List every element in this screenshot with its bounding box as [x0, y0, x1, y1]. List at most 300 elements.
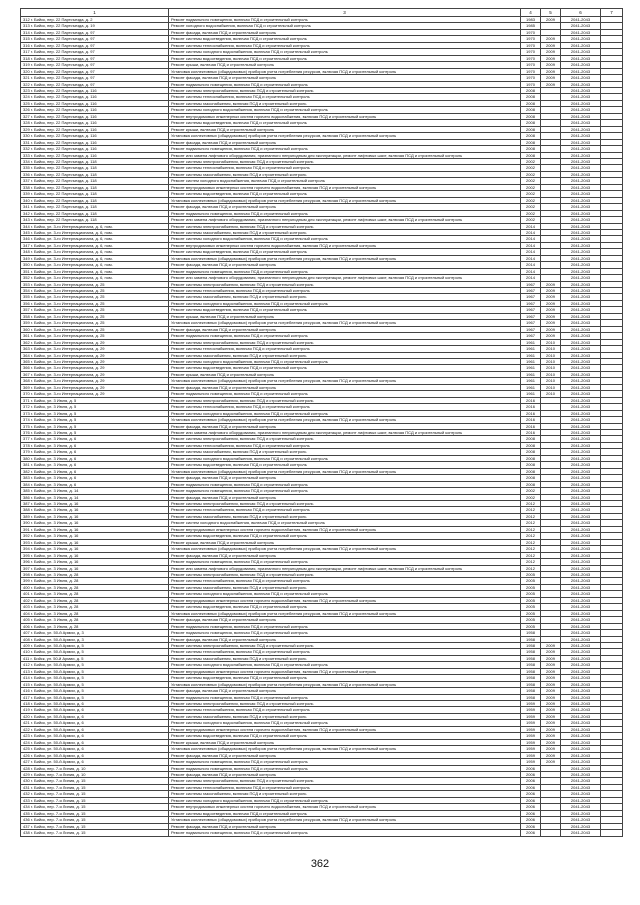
row-year-built: 2006	[521, 810, 541, 816]
row-year-built: 1967	[521, 300, 541, 306]
row-year-built: 1967	[521, 294, 541, 300]
row-work-type: Ремонт системы газоснабжения, включая ПСД и строительный контроль	[169, 655, 521, 661]
row-number: 317	[23, 49, 30, 55]
row-work-type: Установка коллективных (общедомовых) приборов учета потребления ресурсов, включая ПСД и строительный контроль	[169, 546, 521, 552]
row-work-type: Ремонт системы электроснабжения, включая ПСД и строительный контроль	[169, 281, 521, 287]
row-address: г. Бийск, ул. 3-го Интернационала, д. 29	[30, 339, 105, 345]
row-planned-period: 2041-2043	[561, 778, 601, 784]
row-work-type: Ремонт фасада, включая ПСД и строительный контроль	[169, 772, 521, 778]
row-extra	[601, 830, 623, 836]
row-work-type: Ремонт или замена лифтового оборудования, признанного непригодным для эксплуатации, ремонт лифтовых шахт, включая ПСД и строительный контроль	[169, 217, 521, 223]
row-work-type: Ремонт системы теплоснабжения, включая ПСД и строительный контроль	[169, 784, 521, 790]
row-year-built: 2002	[521, 191, 541, 197]
row-planned-period: 2041-2043	[561, 100, 601, 106]
row-address: г. Бийск, ул. 3-го Интернационала, д. 6, пом.	[30, 275, 113, 281]
col-header-4: 4	[521, 9, 541, 17]
row-planned-period: 2041-2043	[561, 17, 601, 23]
row-address: г. Бийск, ул. 3 Июля, д. 5	[30, 417, 77, 423]
row-number: 355	[23, 294, 30, 300]
row-work-type: Ремонт подвального помещения, включая ПСД и строительный контроль	[169, 765, 521, 771]
row-planned-period: 2041-2043	[561, 578, 601, 584]
row-number: 332	[23, 146, 30, 152]
row-address: г. Бийск, ул. 3 Июля, д. 16	[30, 552, 79, 558]
row-number: 420	[23, 713, 30, 719]
row-number: 386	[23, 494, 30, 500]
row-work-type: Установка коллективных (общедомовых) приборов учета потребления ресурсов, включая ПСД и строительный контроль	[169, 746, 521, 752]
row-work-type: Ремонт системы водоотведения, включая ПСД и строительный контроль	[169, 733, 521, 739]
row-year-built: 1961	[521, 371, 541, 377]
row-address: г. Бийск, ул. 3 Июля, д. 28	[30, 571, 79, 577]
row-address: г. Бийск, ул. 50-й Армии, д. 5	[30, 675, 84, 681]
row-address: г. Бийск, ул. 3-го Интернационала, д. 6, пом.	[30, 229, 113, 235]
row-number: 437	[23, 823, 30, 829]
row-planned-period: 2041-2043	[561, 365, 601, 371]
row-year-built: 1970	[521, 68, 541, 74]
row-work-type: Ремонт системы холодного водоснабжения, включая ПСД и строительный контроль	[169, 359, 521, 365]
row-planned-period: 2041-2043	[561, 817, 601, 823]
row-address: г. Бийск, пер. 7-я Линия, д. 15	[30, 823, 86, 829]
row-work-type: Ремонт системы газоснабжения, включая ПСД и строительный контроль	[169, 352, 521, 358]
row-address: г. Бийск, ул. 3 Июля, д. 6	[30, 436, 77, 442]
row-address: г. Бийск, ул. 3 Июля, д. 5	[30, 397, 77, 403]
row-planned-period: 2041-2043	[561, 313, 601, 319]
row-year-built: 1958	[521, 675, 541, 681]
row-work-type: Ремонт или замена лифтового оборудования, признанного непригодным для эксплуатации, ремонт лифтовых шахт, включая ПСД и строительный контроль	[169, 275, 521, 281]
row-address: г. Бийск, ул. 3-го Интернационала, д. 25	[30, 294, 105, 300]
row-address: г. Бийск, ул. 3-го Интернационала, д. 25	[30, 333, 105, 339]
row-number: 333	[23, 152, 30, 158]
row-number: 377	[23, 436, 30, 442]
row-work-type: Ремонт фасада, включая ПСД и строительный контроль	[169, 636, 521, 642]
row-year-built: 2005	[521, 584, 541, 590]
row-planned-period: 2041-2043	[561, 668, 601, 674]
row-number: 320	[23, 68, 30, 74]
row-planned-period: 2041-2043	[561, 623, 601, 629]
row-number: 378	[23, 442, 30, 448]
row-year-built: 2005	[521, 571, 541, 577]
row-work-type: Ремонт фасада, включая ПСД и строительный контроль	[169, 823, 521, 829]
row-address: г. Бийск, ул. 3 Июля, д. 16	[30, 526, 79, 532]
row-year-built: 1958	[521, 649, 541, 655]
row-work-type: Ремонт системы водоотведения, включая ПСД и строительный контроль	[169, 462, 521, 468]
row-address: г. Бийск, ул. 3 Июля, д. 28	[30, 584, 79, 590]
row-work-type: Ремонт системы электроснабжения, включая ПСД и строительный контроль	[169, 339, 521, 345]
row-year-built: 2006	[521, 772, 541, 778]
row-address: г. Бийск, пер. 22 Партсъезда, д. 116	[30, 146, 97, 152]
row-address: г. Бийск, пер. 7-я Линия, д. 15	[30, 830, 86, 836]
row-work-type: Ремонт подвального помещения, включая ПСД и строительный контроль	[169, 268, 521, 274]
row-number: 350	[23, 262, 30, 268]
row-planned-period: 2041-2043	[561, 68, 601, 74]
row-year-repair: 2009	[541, 707, 561, 713]
row-planned-period: 2041-2043	[561, 120, 601, 126]
row-year-built: 2014	[521, 268, 541, 274]
row-year-built: 1967	[521, 313, 541, 319]
row-work-type: Ремонт холодного водоснабжения, включая ПСД и строительный контроль	[169, 23, 521, 29]
row-year-built: 1961	[521, 378, 541, 384]
row-year-built: 1959	[521, 701, 541, 707]
row-number: 349	[23, 255, 30, 261]
row-planned-period: 2041-2043	[561, 223, 601, 229]
row-planned-period: 2041-2043	[561, 42, 601, 48]
row-year-repair: 2009	[541, 333, 561, 339]
row-number: 329	[23, 126, 30, 132]
row-planned-period: 2041-2043	[561, 604, 601, 610]
row-address: г. Бийск, пер. 22 Партсъезда, д. 116	[30, 133, 97, 139]
row-address: г. Бийск, пер. 7-я Линия, д. 10	[30, 772, 86, 778]
row-work-type: Ремонт системы электроснабжения, включая ПСД и строительный контроль	[169, 701, 521, 707]
row-planned-period: 2041-2043	[561, 36, 601, 42]
row-year-built: 2016	[521, 397, 541, 403]
row-address: г. Бийск, ул. 3 Июля, д. 5	[30, 423, 77, 429]
row-number: 404	[23, 610, 30, 616]
row-work-type: Ремонт системы холодного водоснабжения, включая ПСД и строительный контроль	[169, 49, 521, 55]
row-work-type: Ремонт системы электроснабжения, включая ПСД и строительный контроль	[169, 436, 521, 442]
row-number: 318	[23, 55, 30, 61]
row-work-type: Ремонт или замена лифтового оборудования, признанного непригодным для эксплуатации, ремонт лифтовых шахт, включая ПСД и строительный контроль	[169, 565, 521, 571]
row-year-repair: 2009	[541, 649, 561, 655]
row-work-type: Ремонт внутридомовых инженерных систем горячего водоснабжения, включая ПСД и строительный контроль	[169, 668, 521, 674]
row-work-type: Ремонт системы водоотведения, включая ПСД и строительный контроль	[169, 249, 521, 255]
row-year-built: 2012	[521, 552, 541, 558]
row-work-type: Ремонт системы электроснабжения, включая ПСД и строительный контроль	[169, 397, 521, 403]
capital-repair-table	[20, 8, 623, 837]
row-planned-period: 2041-2043	[561, 339, 601, 345]
row-work-type: Ремонт системы теплоснабжения, включая ПСД и строительный контроль	[169, 404, 521, 410]
row-planned-period: 2041-2043	[561, 797, 601, 803]
row-year-built: 1961	[521, 391, 541, 397]
row-work-type: Ремонт системы водоотведения, включая ПСД и строительный контроль	[169, 191, 521, 197]
row-year-built: 2006	[521, 830, 541, 836]
row-planned-period: 2041-2043	[561, 300, 601, 306]
row-year-built: 1958	[521, 636, 541, 642]
row-number: 436	[23, 817, 30, 823]
row-year-repair: 2009	[541, 642, 561, 648]
row-year-built: 2005	[521, 623, 541, 629]
row-planned-period: 2041-2043	[561, 681, 601, 687]
row-year-repair: 2009	[541, 733, 561, 739]
row-address: г. Бийск, пер. 22 Партсъезда, д. 118	[30, 184, 97, 190]
row-year-built: 2006	[521, 784, 541, 790]
row-address: г. Бийск, ул. 3-го Интернационала, д. 29	[30, 371, 105, 377]
row-work-type: Ремонт системы электроснабжения, включая ПСД и строительный контроль	[169, 158, 521, 164]
row-work-type: Ремонт системы холодного водоснабжения, включая ПСД и строительный контроль	[169, 455, 521, 461]
row-planned-period: 2041-2043	[561, 746, 601, 752]
row-address: г. Бийск, ул. 3-го Интернационала, д. 25	[30, 307, 105, 313]
row-planned-period: 2041-2043	[561, 81, 601, 87]
row-year-built: 1961	[521, 384, 541, 390]
row-planned-period: 2041-2043	[561, 288, 601, 294]
row-work-type: Ремонт системы холодного водоснабжения, включая ПСД и строительный контроль	[169, 591, 521, 597]
row-year-repair: 2009	[541, 281, 561, 287]
row-address: г. Бийск, пер. 22 Партсъезда, д. 118	[30, 210, 97, 216]
row-year-built: 1961	[521, 339, 541, 345]
row-number: 384	[23, 481, 30, 487]
row-number: 412	[23, 662, 30, 668]
row-address: г. Бийск, пер. 22 Партсъезда, д. 116	[30, 120, 97, 126]
row-address: г. Бийск, пер. 7-я Линия, д. 15	[30, 797, 86, 803]
row-number: 341	[23, 204, 30, 210]
row-address: г. Бийск, пер. 22 Партсъезда, д. 19	[30, 23, 95, 29]
row-number: 383	[23, 475, 30, 481]
row-planned-period: 2041-2043	[561, 707, 601, 713]
row-work-type: Ремонт системы водоотведения, включая ПСД и строительный контроль	[169, 810, 521, 816]
row-planned-period: 2041-2043	[561, 391, 601, 397]
row-work-type: Ремонт подвального помещения, включая ПСД и строительный контроль	[169, 830, 521, 836]
row-year-built: 2002	[521, 178, 541, 184]
row-planned-period: 2041-2043	[561, 384, 601, 390]
row-year-built: 1958	[521, 681, 541, 687]
row-year-built: 2016	[521, 410, 541, 416]
row-number: 435	[23, 810, 30, 816]
row-year-built: 2014	[521, 255, 541, 261]
row-address: г. Бийск, ул. 50-й Армии, д. 6	[30, 759, 84, 765]
row-address: г. Бийск, ул. 50-й Армии, д. 3	[30, 630, 84, 636]
row-work-type: Ремонт системы электроснабжения, включая ПСД и строительный контроль	[169, 500, 521, 506]
row-address: г. Бийск, ул. 50-й Армии, д. 6	[30, 746, 84, 752]
row-address: г. Бийск, пер. 22 Партсъезда, д. 118	[30, 178, 97, 184]
row-number: 360	[23, 326, 30, 332]
table-row	[21, 236, 623, 242]
row-planned-period: 2041-2043	[561, 191, 601, 197]
row-year-built: 2012	[521, 539, 541, 545]
row-year-built: 1958	[521, 694, 541, 700]
row-year-repair: 2009	[541, 307, 561, 313]
row-year-built: 1958	[521, 662, 541, 668]
row-work-type: Установка коллективных (общедомовых) приборов учета потребления ресурсов, включая ПСД и строительный контроль	[169, 255, 521, 261]
row-planned-period: 2041-2043	[561, 720, 601, 726]
row-work-type: Ремонт внутридомовых инженерных систем горячего водоснабжения, включая ПСД и строительный контроль	[169, 184, 521, 190]
row-planned-period: 2041-2043	[561, 275, 601, 281]
row-work-type: Ремонт фасада, включая ПСД и строительный контроль	[169, 494, 521, 500]
row-number: 345	[23, 229, 30, 235]
row-year-built: 2012	[521, 533, 541, 539]
row-year-built: 1967	[521, 307, 541, 313]
table-row	[21, 255, 623, 261]
row-planned-period: 2041-2043	[561, 655, 601, 661]
row-address: г. Бийск, ул. 3 Июля, д. 28	[30, 617, 79, 623]
row-planned-period: 2041-2043	[561, 210, 601, 216]
row-work-type: Установка коллективных (общедомовых) приборов учета потребления ресурсов, включая ПСД и строительный контроль	[169, 197, 521, 203]
row-year-built: 1959	[521, 752, 541, 758]
row-planned-period: 2041-2043	[561, 126, 601, 132]
row-year-repair: 2009	[541, 294, 561, 300]
row-number: 370	[23, 391, 30, 397]
row-year-built: 2006	[521, 791, 541, 797]
row-year-built: 2008	[521, 475, 541, 481]
row-address: г. Бийск, ул. 3-го Интернационала, д. 6, пом.	[30, 236, 113, 242]
row-address: г. Бийск, ул. 50-й Армии, д. 6	[30, 720, 84, 726]
row-number: 340	[23, 197, 30, 203]
row-address: г. Бийск, ул. 3 Июля, д. 6	[30, 475, 77, 481]
row-address: г. Бийск, пер. 7-я Линия, д. 15	[30, 817, 86, 823]
row-address: г. Бийск, ул. 3 Июля, д. 16	[30, 539, 79, 545]
table-row	[21, 275, 623, 281]
row-year-built: 2014	[521, 223, 541, 229]
row-work-type: Ремонт крыши, включая ПСД и строительный контроль	[169, 739, 521, 745]
row-year-built: 2002	[521, 197, 541, 203]
row-planned-period: 2041-2043	[561, 468, 601, 474]
row-year-built: 2008	[521, 113, 541, 119]
row-planned-period: 2041-2043	[561, 133, 601, 139]
row-address: г. Бийск, ул. 50-й Армии, д. 6	[30, 752, 84, 758]
row-year-built: 1958	[521, 642, 541, 648]
row-year-built: 2012	[521, 559, 541, 565]
row-work-type: Ремонт крыши, включая ПСД и строительный контроль	[169, 313, 521, 319]
row-year-repair: 2009	[541, 752, 561, 758]
row-year-repair: 2009	[541, 688, 561, 694]
row-work-type: Ремонт фасада, включая ПСД и строительный контроль	[169, 617, 521, 623]
row-work-type: Ремонт системы водоотведения, включая ПСД и строительный контроль	[169, 365, 521, 371]
row-planned-period: 2041-2043	[561, 158, 601, 164]
row-number: 434	[23, 804, 30, 810]
row-year-built: 2016	[521, 430, 541, 436]
row-address: г. Бийск, пер. 22 Партсъезда, д. 97	[30, 62, 95, 68]
row-address: г. Бийск, ул. 3 Июля, д. 6	[30, 455, 77, 461]
row-address: г. Бийск, пер. 7-я Линия, д. 15	[30, 778, 86, 784]
row-planned-period: 2041-2043	[561, 449, 601, 455]
row-year-built: 1958	[521, 688, 541, 694]
row-work-type: Ремонт крыши, включая ПСД и строительный контроль	[169, 539, 521, 545]
row-planned-period: 2041-2043	[561, 739, 601, 745]
row-number: 337	[23, 178, 30, 184]
row-number: 382	[23, 468, 30, 474]
col-header-1: 1	[21, 9, 169, 17]
row-planned-period: 2041-2043	[561, 146, 601, 152]
row-number: 416	[23, 688, 30, 694]
row-number: 322	[23, 81, 30, 87]
row-year-built: 2002	[521, 488, 541, 494]
row-planned-period: 2041-2043	[561, 597, 601, 603]
row-number: 323	[23, 87, 30, 93]
row-number: 372	[23, 404, 30, 410]
row-number: 401	[23, 591, 30, 597]
row-number: 395	[23, 552, 30, 558]
row-year-repair: 2009	[541, 739, 561, 745]
row-year-built: 1985	[521, 23, 541, 29]
row-year-repair: 2010	[541, 352, 561, 358]
row-planned-period: 2041-2043	[561, 75, 601, 81]
row-address: г. Бийск, пер. 22 Партсъезда, д. 116	[30, 113, 97, 119]
row-planned-period: 2041-2043	[561, 726, 601, 732]
row-planned-period: 2041-2043	[561, 662, 601, 668]
row-number: 422	[23, 726, 30, 732]
row-number: 397	[23, 565, 30, 571]
row-work-type: Ремонт внутридомовых инженерных систем горячего водоснабжения, включая ПСД и строительный контроль	[169, 597, 521, 603]
row-year-built: 2008	[521, 120, 541, 126]
row-number: 414	[23, 675, 30, 681]
row-year-repair: 2009	[541, 726, 561, 732]
row-year-built: 2002	[521, 204, 541, 210]
row-year-repair: 2009	[541, 81, 561, 87]
row-number: 338	[23, 184, 30, 190]
row-planned-period: 2041-2043	[561, 759, 601, 765]
row-year-built: 2014	[521, 262, 541, 268]
row-work-type: Ремонт крыши, включая ПСД и строительный контроль	[169, 126, 521, 132]
row-work-type: Ремонт подвального помещения, включая ПСД и строительный контроль	[169, 333, 521, 339]
row-year-built: 2008	[521, 436, 541, 442]
row-planned-period: 2041-2043	[561, 701, 601, 707]
row-planned-period: 2041-2043	[561, 320, 601, 326]
row-address: г. Бийск, пер. 22 Партсъезда, д. 2	[30, 17, 93, 22]
row-planned-period: 2041-2043	[561, 49, 601, 55]
row-work-type: Ремонт внутридомовых инженерных систем горячего водоснабжения, включая ПСД и строительный контроль	[169, 113, 521, 119]
row-address: г. Бийск, ул. 3-го Интернационала, д. 6, пом.	[30, 242, 113, 248]
row-work-type: Ремонт фасада, включая ПСД и строительный контроль	[169, 262, 521, 268]
row-address: г. Бийск, ул. 3-го Интернационала, д. 6, пом.	[30, 249, 113, 255]
row-work-type: Установка коллективных (общедомовых) приборов учета потребления ресурсов, включая ПСД и строительный контроль	[169, 68, 521, 74]
row-number: 316	[23, 42, 30, 48]
row-number: 426	[23, 752, 30, 758]
row-year-built: 2005	[521, 610, 541, 616]
row-work-type: Ремонт систем холодного водоснабжения, включая ПСД и строительный контроль	[169, 178, 521, 184]
row-number: 344	[23, 223, 30, 229]
row-year-built: 2005	[521, 597, 541, 603]
row-number: 429	[23, 772, 30, 778]
row-work-type: Ремонт системы холодного водоснабжения, включая ПСД и строительный контроль	[169, 300, 521, 306]
row-work-type: Ремонт системы газоснабжения, включая ПСД и строительный контроль	[169, 229, 521, 235]
row-address: г. Бийск, ул. 3-го Интернационала, д. 25	[30, 300, 105, 306]
col-header-7: 7	[601, 9, 623, 17]
row-work-type: Ремонт внутридомовых инженерных систем горячего водоснабжения, включая ПСД и строительный контроль	[169, 804, 521, 810]
row-work-type: Ремонт системы электроснабжения, включая ПСД и строительный контроль	[169, 571, 521, 577]
row-year-repair: 2009	[541, 300, 561, 306]
row-year-built: 1961	[521, 359, 541, 365]
row-work-type: Установка коллективных (общедомовых) приборов учета потребления ресурсов, включая ПСД и строительный контроль	[169, 681, 521, 687]
row-year-repair: 2010	[541, 391, 561, 397]
row-work-type: Ремонт системы водоотведения, включая ПСД и строительный контроль	[169, 675, 521, 681]
row-planned-period: 2041-2043	[561, 152, 601, 158]
row-year-built: 1959	[521, 713, 541, 719]
row-work-type: Ремонт системы газоснабжения, включая ПСД и строительный контроль	[169, 584, 521, 590]
row-planned-period: 2041-2043	[561, 688, 601, 694]
row-planned-period: 2041-2043	[561, 378, 601, 384]
row-address: г. Бийск, пер. 22 Партсъезда, д. 97	[30, 36, 95, 42]
row-planned-period: 2041-2043	[561, 830, 601, 836]
row-work-type: Ремонт подвального помещения, включая ПСД и строительный контроль	[169, 81, 521, 87]
row-address: г. Бийск, ул. 3 Июля, д. 16	[30, 559, 79, 565]
row-work-type: Ремонт фасада, включая ПСД и строительный контроль	[169, 29, 521, 35]
row-work-type: Ремонт системы водоотведения, включая ПСД и строительный контроль	[169, 55, 521, 61]
row-address: г. Бийск, пер. 22 Партсъезда, д. 97	[30, 68, 95, 74]
row-work-type: Ремонт фасада, включая ПСД и строительный контроль	[169, 475, 521, 481]
row-year-built: 2008	[521, 462, 541, 468]
row-address: г. Бийск, ул. 3 Июля, д. 16	[30, 533, 79, 539]
row-planned-period: 2041-2043	[561, 565, 601, 571]
row-address: г. Бийск, ул. 50-й Армии, д. 5	[30, 649, 84, 655]
row-address: г. Бийск, пер. 22 Партсъезда, д. 118	[30, 171, 97, 177]
row-number: 431	[23, 784, 30, 790]
row-year-built: 2014	[521, 242, 541, 248]
row-number: 357	[23, 307, 30, 313]
row-number: 432	[23, 791, 30, 797]
row-address: г. Бийск, ул. 3 Июля, д. 28	[30, 610, 79, 616]
row-work-type: Ремонт фасада, включая ПСД и строительный контроль	[169, 75, 521, 81]
row-work-type: Ремонт фасада, включая ПСД и строительный контроль	[169, 384, 521, 390]
row-number: 356	[23, 300, 30, 306]
table-header-row	[21, 9, 623, 17]
row-number: 419	[23, 707, 30, 713]
row-address: г. Бийск, ул. 3-го Интернационала, д. 6, пом.	[30, 262, 113, 268]
row-number: 427	[23, 759, 30, 765]
row-address: г. Бийск, ул. 3 Июля, д. 28	[30, 597, 79, 603]
row-work-type: Ремонт фасада, включая ПСД и строительный контроль	[169, 752, 521, 758]
row-work-type: Ремонт системы электроснабжения, включая ПСД и строительный контроль	[169, 778, 521, 784]
row-number: 423	[23, 733, 30, 739]
row-year-built: 2005	[521, 617, 541, 623]
row-year-built: 2012	[521, 526, 541, 532]
row-work-type: Ремонт подвального помещения, включая ПСД и строительный контроль	[169, 694, 521, 700]
